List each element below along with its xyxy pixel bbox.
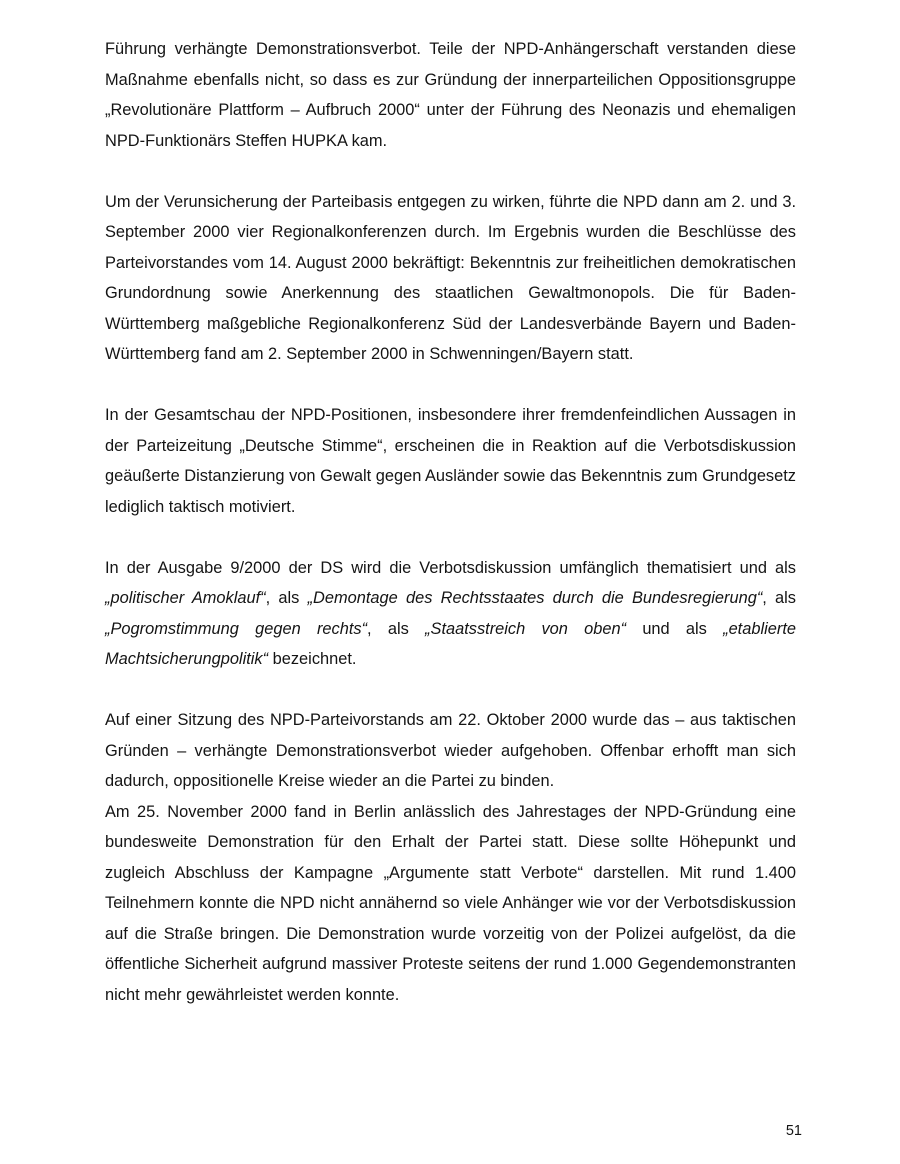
paragraph-2 — [105, 187, 796, 370]
paragraph-4-text: , als — [265, 589, 308, 607]
paragraph-4-text: und als — [626, 619, 724, 638]
paragraph-2-text: Um der Verunsicherung der Parteibasis entgegen zu wirken, führte die NPD dann am 2. und 3. September 2000 vier Regionalkonferenzen durch. Im Ergebnis wurden die Beschlüsse des Parteivorstandes vom 14. August 2000 bekräftigt: Bekenntnis zur freiheitlichen demokratischen Grundordnung sowie Anerkennung des staatlichen Gewaltmonopols. Die für Baden-Württemberg maßgebliche Regionalkonferenz Süd der Landesverbände Bayern und Baden-Württemberg fand am 2. September 2000 in Schwenningen/Bayern statt. — [105, 192, 796, 363]
document-body — [105, 34, 796, 1010]
paragraph-6 — [105, 797, 796, 1011]
quote-demontage-rechtsstaat: „Demontage des Rechtsstaates durch die Bundesregierung“ — [307, 589, 763, 607]
paragraph-4-text: In der Ausgabe 9/2000 der DS wird die Verbotsdiskussion umfänglich thematisiert und als — [105, 558, 796, 577]
paragraph-4-text: , als — [762, 589, 796, 607]
quote-pogromstimmung: „Pogromstimmung gegen rechts“ — [105, 619, 368, 638]
paragraph-1 — [105, 34, 796, 156]
quote-politischer-amoklauf: „politischer Amoklauf“ — [105, 589, 266, 607]
paragraph-4 — [105, 553, 796, 675]
quote-machtsicherungpolitik: „etablierte Machtsicherungpolitik“ — [105, 619, 796, 668]
paragraph-1-text: Führung verhängte Demonstrationsverbot. Teile der NPD-Anhängerschaft verstanden diese Maßnahme ebenfalls nicht, so dass es zur Gründung der innerparteilichen Oppositionsgruppe „Revolutionäre Plattform – Aufbruch 2000“ unter der Führung des Neonazis und ehemaligen NPD-Funktionärs Steffen HUPKA kam. — [105, 40, 796, 150]
paragraph-4-text: , als — [367, 619, 426, 638]
paragraph-3-text: In der Gesamtschau der NPD-Positionen, insbesondere ihrer fremdenfeindlichen Aussagen in der Parteizeitung „Deutsche Stimme“, erscheinen die in Reaktion auf die Verbotsdiskussion geäußerte Distanzierung von Gewalt gegen Ausländer sowie das Bekenntnis zum Grundgesetz lediglich taktisch motiviert. — [105, 406, 796, 516]
quote-staatsstreich: „Staatsstreich von oben“ — [425, 619, 627, 638]
paragraph-3 — [105, 400, 796, 522]
paragraph-4-text: bezeichnet. — [268, 650, 357, 668]
paragraph-6-text: Am 25. November 2000 fand in Berlin anlässlich des Jahrestages der NPD-Gründung eine bundesweite Demonstration für den Erhalt der Partei statt. Diese sollte Höhepunkt und zugleich Abschluss der Kampagne „Argumente statt Verbote“ darstellen. Mit rund 1.400 Teilnehmern konnte die NPD nicht annähernd so viele Anhänger wie vor der Verbotsdiskussion auf die Straße bringen. Die Demonstration wurde vorzeitig von der Polizei aufgelöst, da die öffentliche Sicherheit aufgrund massiver Proteste seitens der rund 1.000 Gegendemonstranten nicht mehr gewährleistet werden konnte. — [105, 802, 796, 1004]
paragraph-5-text: Auf einer Sitzung des NPD-Parteivorstands am 22. Oktober 2000 wurde das – aus taktischen Gründen – verhängte Demonstrationsverbot wieder aufgehoben. Offenbar erhofft man sich dadurch, oppositionelle Kreise wieder an die Partei zu binden. — [105, 711, 796, 790]
paragraph-5 — [105, 705, 796, 797]
page-number: 51 — [785, 1123, 802, 1139]
